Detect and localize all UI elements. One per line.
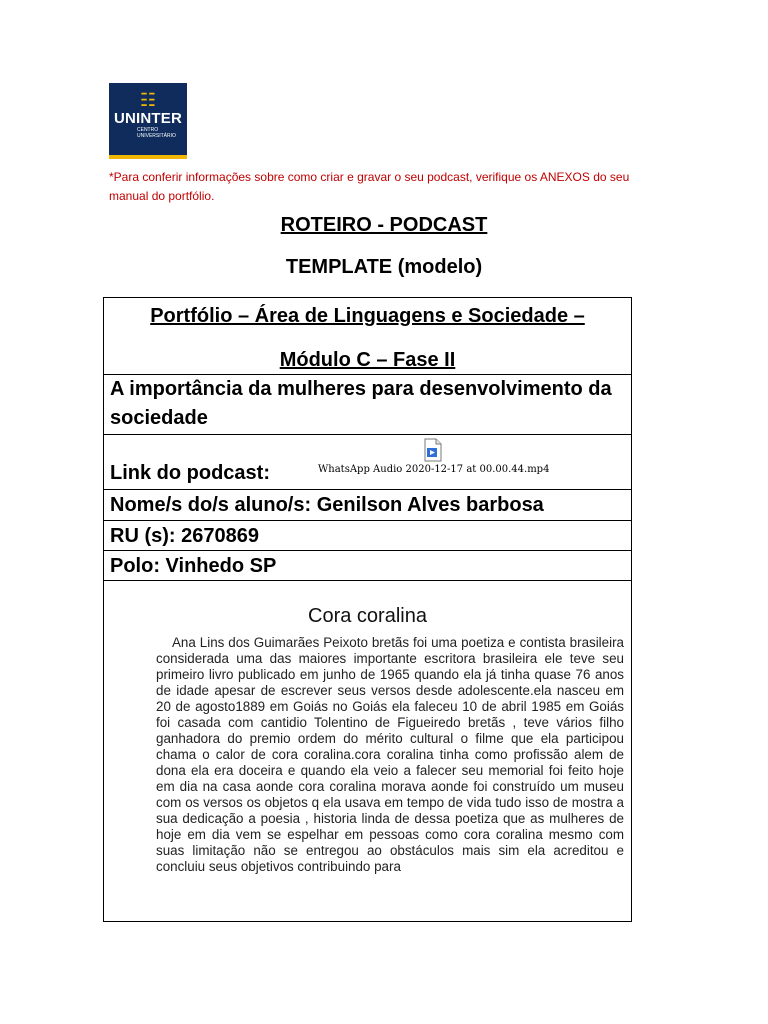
logo-subtitle-line2: UNIVERSITÁRIO: [137, 133, 176, 139]
theme-row: [103, 374, 632, 434]
essay-body: Ana Lins dos Guimarães Peixoto bretãs foi uma poetiza e contista brasileira considerada uma das maiores importante escritora brasileira ele teve seu primeiro livro publicado em junho de 1965 quando ela já tinha quase 76 anos de idade apesar de escrever seus versos desde adolescente.ela nasceu em 20 de agosto1889 em Goiás no Goiás ela faleceu 10 de abril 1985 em Goiás foi casada com cantidio Tolentino de Figueiredo bretãs , teve vários filho ganhadora do premio ordem do mérito cultural o filme que ela participou chama o calor de cora coralina.cora coralina tinha como profissão alem de dona ela era doceira e quando ela veio a falecer seu memorial foi feito hoje em dia na casa aonde cora coralina morava aonde foi construído um museu com os versos os objetos q ela usava em tempo de vida tudo isso de mostra a sua dedicação a poesia , historia linda de dessa poetiza que as mulheres de hoje em dia vem se espelhar em pessoas como cora coralina mesmo com suas limitação não se entregou ao obstáculos mais sim ela acreditou e concluiu seus objetivos contribuindo para: [156, 635, 624, 874]
podcast-link-row: [103, 434, 632, 489]
portfolio-row: [103, 297, 632, 374]
podcast-attachment-link[interactable]: WhatsApp Audio 2020-12-17 at 00.00.44.mp4: [318, 464, 550, 475]
essay-title: Cora coralina: [308, 605, 427, 627]
ru-row: [103, 520, 632, 550]
video-file-icon[interactable]: [422, 438, 444, 462]
portfolio-line1: Portfólio – Área de Linguagens e Sociedade –: [150, 305, 585, 327]
page-subtitle: TEMPLATE (modelo): [285, 256, 483, 278]
theme-text: A importância da mulheres para desenvolvimento da sociedade: [110, 378, 612, 429]
logo-subtitle-line1: CENTRO: [137, 127, 159, 133]
podcast-link-label: Link do podcast:: [110, 462, 270, 484]
ru-text: RU (s): 2670869: [110, 525, 259, 547]
page-title: ROTEIRO - PODCAST: [280, 214, 488, 236]
podcast-notice: *Para conferir informações sobre como criar e gravar o seu podcast, verifique os ANEXOS do seu manual do portfólio.: [109, 170, 630, 203]
portfolio-line2: Módulo C – Fase II: [279, 349, 456, 371]
logo-name: UNINTER: [113, 110, 183, 127]
globe-icon: ☷: [139, 90, 157, 110]
polo-row: [103, 550, 632, 581]
student-name-text: Nome/s do/s aluno/s: Genilson Alves barbosa: [110, 494, 544, 516]
uninter-logo: [109, 83, 187, 159]
polo-text: Polo: Vinhedo SP: [110, 555, 277, 577]
essay-row: [103, 580, 632, 922]
student-name-row: [103, 489, 632, 520]
